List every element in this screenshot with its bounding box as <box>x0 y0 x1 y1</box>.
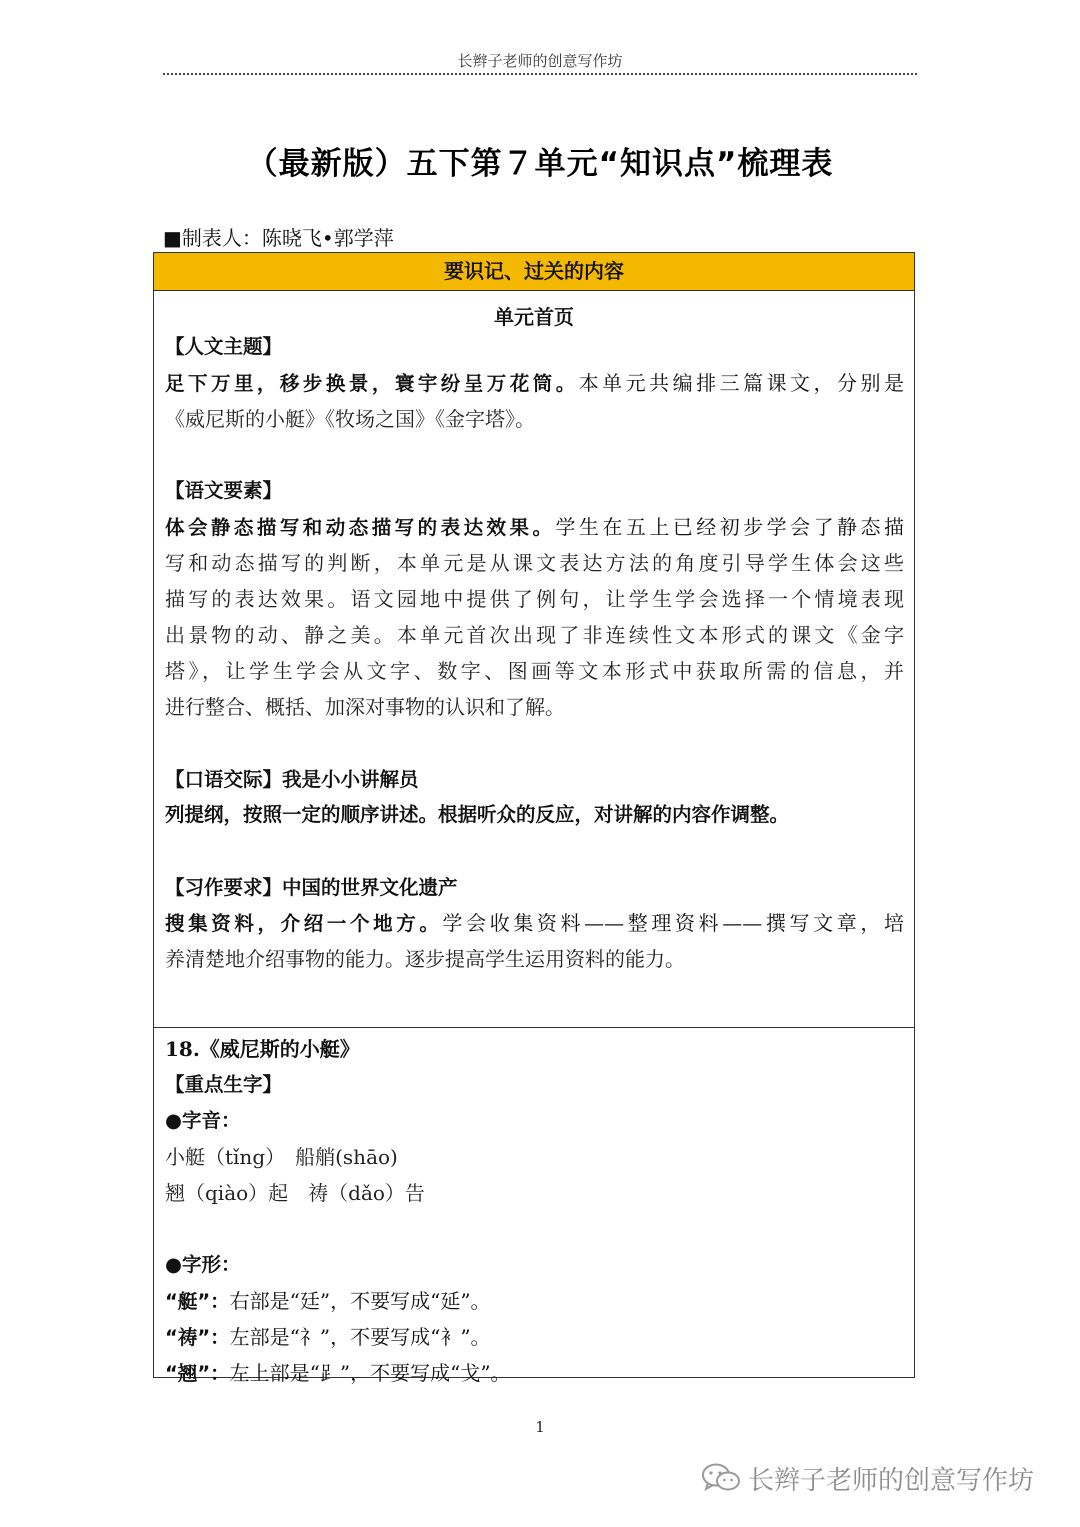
form-note: 左上部是“⻊”，不要写成“戈”。 <box>229 1361 511 1385</box>
writing-key-phrase: 搜集资料，介绍一个地方。 <box>165 912 443 935</box>
author-line: ■制表人：陈晓飞•郭学萍 <box>163 226 394 250</box>
pronunciation-line-2: 翘（qiào）起 祷（dǎo）告 <box>165 1181 425 1205</box>
table-header: 要识记、过关的内容 <box>154 253 914 291</box>
form-note: 左部是“礻”，不要写成“衤”。 <box>229 1325 491 1349</box>
writing-heading-line <box>165 869 904 905</box>
pronunciation-line-1: 小艇（tǐng） 船艄(shāo) <box>165 1145 398 1169</box>
unit-home-section <box>154 301 914 1028</box>
writing-line-2: 养清楚地介绍事物的能力。逐步提高学生运用资料的能力。 <box>165 947 685 971</box>
unit-home-title: 单元首页 <box>494 305 574 329</box>
elements-heading: 【语文要素】 <box>165 479 283 502</box>
form-item <box>165 1319 904 1355</box>
oral-heading-line <box>165 761 904 797</box>
watermark-text: 长辫子老师的创意写作坊 <box>748 1465 1035 1496</box>
elements-line-6: 进行整合、概括、加深对事物的认识和了解。 <box>165 695 565 719</box>
elements-key-phrase: 体会静态描写和动态描写的表达效果。 <box>165 516 556 539</box>
theme-heading: 【人文主题】 <box>165 335 283 358</box>
theme-line-2: 《威尼斯的小艇》《牧场之国》《金字塔》。 <box>165 407 535 431</box>
form-item <box>165 1283 904 1319</box>
knowledge-table <box>153 252 915 1385</box>
elements-line-3: 描写的表达效果。语文园地中提供了例句，让学生学会选择一个情境表现 <box>165 587 904 611</box>
form-item <box>165 1355 904 1391</box>
elements-text: 学生在五上已经初步学会了静态描 <box>555 515 904 539</box>
elements-line-1 <box>165 509 904 545</box>
form-note: 右部是“廷”，不要写成“延”。 <box>229 1289 491 1313</box>
elements-line-2: 写和动态描写的判断，本单元是从课文表达方法的角度引导学生体会这些 <box>165 551 904 575</box>
oral-requirement: 列提纲，按照一定的顺序讲述。根据听众的反应，对讲解的内容作调整。 <box>165 803 790 826</box>
writing-line-1 <box>165 905 904 941</box>
lesson-title: 18.《威尼斯的小艇》 <box>165 1037 360 1061</box>
watermark <box>700 1458 1034 1498</box>
oral-topic: 我是小小讲解员 <box>282 768 419 791</box>
document-title: （最新版）五下第７单元“知识点”梳理表 <box>246 146 834 182</box>
form-heading: ●字形： <box>165 1253 241 1276</box>
wechat-icon <box>700 1461 742 1495</box>
pronunciation-heading: ●字音： <box>165 1109 241 1132</box>
elements-line-4: 出景物的动、静之美。本单元首次出现了非连续性文本形式的课文《金字 <box>165 623 904 647</box>
running-header: 长辫子老师的创意写作坊 <box>457 52 623 70</box>
theme-line-1 <box>165 365 904 401</box>
writing-topic: 中国的世界文化遗产 <box>282 876 458 899</box>
header-divider <box>163 73 917 75</box>
writing-text: 学会收集资料——整理资料——撰写文章，培 <box>442 911 904 935</box>
lesson-18-section <box>154 1028 914 1391</box>
theme-key-phrase: 足下万里，移步换景，寰宇纷呈万花筒。 <box>165 372 579 395</box>
form-char: “艇”： <box>165 1290 230 1313</box>
form-char: “翘”： <box>165 1362 230 1385</box>
key-chars-heading: 【重点生字】 <box>165 1073 283 1096</box>
oral-heading: 【口语交际】 <box>165 768 283 791</box>
elements-line-5: 塔》，让学生学会从文字、数字、图画等文本形式中获取所需的信息，并 <box>165 659 904 683</box>
form-char: “祷”： <box>165 1326 230 1349</box>
page-number: 1 <box>535 1418 545 1436</box>
writing-heading: 【习作要求】 <box>165 876 283 899</box>
theme-text: 本单元共编排三篇课文，分别是 <box>578 371 904 395</box>
